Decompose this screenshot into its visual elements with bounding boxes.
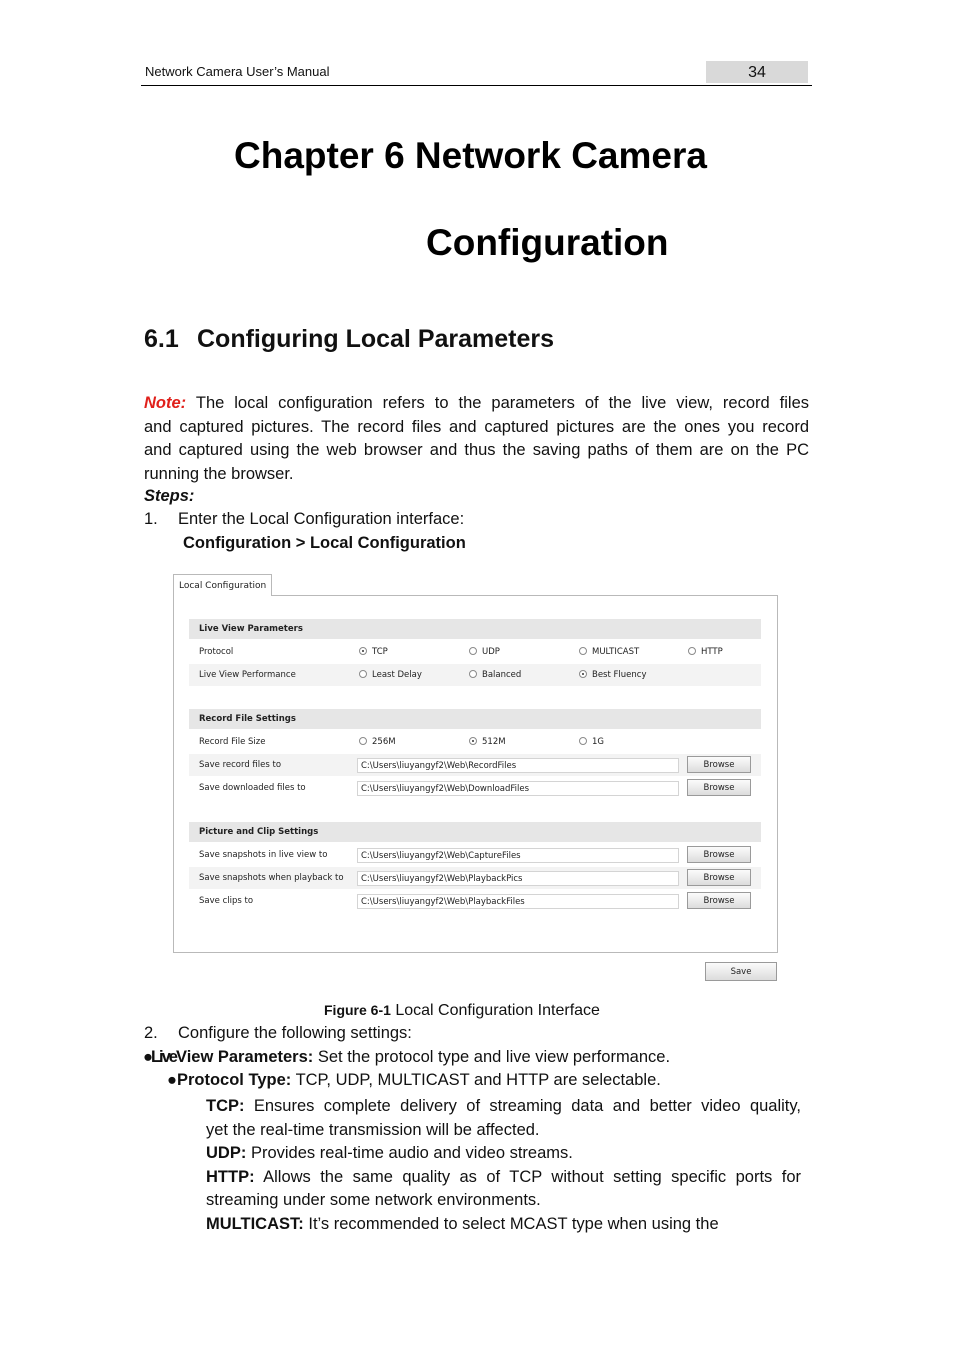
save-snapshots-live-path-input[interactable]: C:\Users\liuyangyf2\Web\CaptureFiles bbox=[357, 848, 679, 863]
group-picture-clip-settings: Picture and Clip Settings bbox=[189, 822, 761, 842]
browse-button[interactable]: Browse bbox=[687, 779, 751, 796]
browse-button[interactable]: Browse bbox=[687, 892, 751, 909]
tcp-line-2: yet the real-time transmission will be affected. bbox=[206, 1120, 540, 1139]
save-downloaded-files-path-input[interactable]: C:\Users\liuyangyf2\Web\DownloadFiles bbox=[357, 781, 679, 796]
radio-icon[interactable] bbox=[579, 737, 587, 745]
step1-menu-path: Configuration > Local Configuration bbox=[183, 534, 466, 552]
step1-text: Enter the Local Configuration interface: bbox=[178, 510, 465, 528]
save-snapshots-playback-row bbox=[189, 867, 761, 889]
http-line-2: streaming under some network environments. bbox=[206, 1191, 541, 1209]
chapter-title-line1: Chapter 6 Network Camera bbox=[234, 135, 707, 176]
section-heading bbox=[144, 325, 554, 354]
tcp-label: TCP: bbox=[206, 1097, 245, 1115]
radio-icon[interactable] bbox=[688, 647, 696, 655]
udp-line: UDP: Provides real-time audio and video streams. bbox=[206, 1144, 573, 1162]
figure-number: Figure 6-1 bbox=[324, 1002, 391, 1018]
performance-option-best-fluency[interactable]: Best Fluency bbox=[579, 670, 646, 680]
figure-caption-text: Local Configuration Interface bbox=[395, 1002, 600, 1019]
save-snapshots-live-label: Save snapshots in live view to bbox=[199, 850, 328, 860]
save-clips-row bbox=[189, 890, 761, 912]
protocol-option-tcp[interactable]: TCP bbox=[359, 647, 388, 657]
config-panel bbox=[173, 595, 778, 953]
bullet-proto-marker: ● bbox=[167, 1071, 177, 1089]
radio-selected-icon[interactable] bbox=[579, 670, 587, 678]
save-snapshots-playback-label: Save snapshots when playback to bbox=[199, 873, 344, 883]
file-size-option-1g[interactable]: 1G bbox=[579, 737, 604, 747]
step1-number: 1. bbox=[144, 510, 158, 528]
page-number: 34 bbox=[706, 61, 808, 83]
note-label: Note: bbox=[144, 394, 187, 412]
http-line-1: HTTP: Allows the same quality as of TCP without setting specific ports for bbox=[206, 1167, 801, 1186]
bullet-live-marker: ●Live bbox=[143, 1048, 176, 1066]
note-line-1: Note: The local configuration refers to the parameters of the live view, record files bbox=[144, 394, 809, 412]
figure-caption bbox=[324, 1002, 600, 1020]
browse-button[interactable]: Browse bbox=[687, 756, 751, 773]
step2-number: 2. bbox=[144, 1024, 158, 1042]
file-size-option-512m[interactable]: 512M bbox=[469, 737, 506, 747]
local-configuration-figure bbox=[173, 574, 779, 984]
save-record-files-row bbox=[189, 754, 761, 776]
note-line-2: and captured pictures. The record files and captured pictures are the ones you record bbox=[144, 417, 809, 436]
save-clips-label: Save clips to bbox=[199, 896, 254, 906]
multicast-label: MULTICAST: bbox=[206, 1214, 304, 1233]
note-line-4: running the browser. bbox=[144, 464, 294, 483]
multicast-line: MULTICAST: It’s recommended to select MCAST type when using the bbox=[206, 1214, 719, 1233]
record-file-size-label: Record File Size bbox=[199, 737, 266, 747]
header-divider bbox=[141, 85, 812, 86]
steps-label: Steps: bbox=[144, 487, 195, 505]
radio-icon[interactable] bbox=[359, 670, 367, 678]
save-clips-path-input[interactable]: C:\Users\liuyangyf2\Web\PlaybackFiles bbox=[357, 894, 679, 909]
bullet-live-view bbox=[143, 1048, 670, 1067]
save-snapshots-playback-path-input[interactable]: C:\Users\liuyangyf2\Web\PlaybackPics bbox=[357, 871, 679, 886]
save-snapshots-live-row bbox=[189, 844, 761, 866]
browse-button[interactable]: Browse bbox=[687, 846, 751, 863]
group-live-view-parameters: Live View Parameters bbox=[189, 619, 761, 639]
note-paragraph bbox=[144, 392, 809, 486]
radio-icon[interactable] bbox=[469, 647, 477, 655]
radio-icon[interactable] bbox=[469, 670, 477, 678]
bullet-live-label: View Parameters: bbox=[175, 1048, 314, 1066]
performance-option-balanced[interactable]: Balanced bbox=[469, 670, 521, 680]
performance-row bbox=[189, 664, 761, 686]
radio-selected-icon[interactable] bbox=[469, 737, 477, 745]
radio-selected-icon[interactable] bbox=[359, 647, 367, 655]
tab-local-configuration[interactable]: Local Configuration bbox=[173, 574, 272, 596]
udp-label: UDP: bbox=[206, 1144, 247, 1162]
section-title: Configuring Local Parameters bbox=[197, 325, 555, 353]
protocol-row bbox=[189, 641, 761, 663]
file-size-option-256m[interactable]: 256M bbox=[359, 737, 396, 747]
step2-text: Configure the following settings: bbox=[178, 1024, 412, 1042]
protocol-label: Protocol bbox=[199, 647, 234, 657]
radio-icon[interactable] bbox=[359, 737, 367, 745]
save-record-files-label: Save record files to bbox=[199, 760, 282, 770]
http-label: HTTP: bbox=[206, 1167, 255, 1186]
bullet-proto-text: TCP, UDP, MULTICAST and HTTP are selectable. bbox=[295, 1071, 661, 1089]
definitions-block bbox=[206, 1095, 801, 1236]
note-line-3: and captured using the web browser and thus the saving paths of them are on the PC bbox=[144, 441, 809, 459]
tcp-line-1: TCP: Ensures complete delivery of streaming data and better video quality, bbox=[206, 1097, 802, 1115]
bullet-live-text: Set the protocol type and live view performance. bbox=[317, 1048, 671, 1066]
record-file-size-row bbox=[189, 731, 761, 753]
bullet-proto-label: Protocol Type: bbox=[176, 1071, 292, 1089]
bullet-protocol-type bbox=[167, 1071, 661, 1090]
performance-label: Live View Performance bbox=[199, 670, 296, 680]
save-downloaded-files-row bbox=[189, 777, 761, 799]
protocol-option-multicast[interactable]: MULTICAST bbox=[579, 647, 639, 657]
group-record-file-settings: Record File Settings bbox=[189, 709, 761, 729]
radio-icon[interactable] bbox=[579, 647, 587, 655]
protocol-option-udp[interactable]: UDP bbox=[469, 647, 500, 657]
section-number: 6.1 bbox=[144, 325, 179, 353]
save-record-files-path-input[interactable]: C:\Users\liuyangyf2\Web\RecordFiles bbox=[357, 758, 679, 773]
browse-button[interactable]: Browse bbox=[687, 869, 751, 886]
save-downloaded-files-label: Save downloaded files to bbox=[199, 783, 306, 793]
performance-option-least-delay[interactable]: Least Delay bbox=[359, 670, 422, 680]
running-header-title: Network Camera User’s Manual bbox=[145, 64, 330, 79]
save-button[interactable]: Save bbox=[705, 962, 777, 981]
protocol-option-http[interactable]: HTTP bbox=[688, 647, 723, 657]
chapter-title-line2: Configuration bbox=[426, 222, 669, 263]
